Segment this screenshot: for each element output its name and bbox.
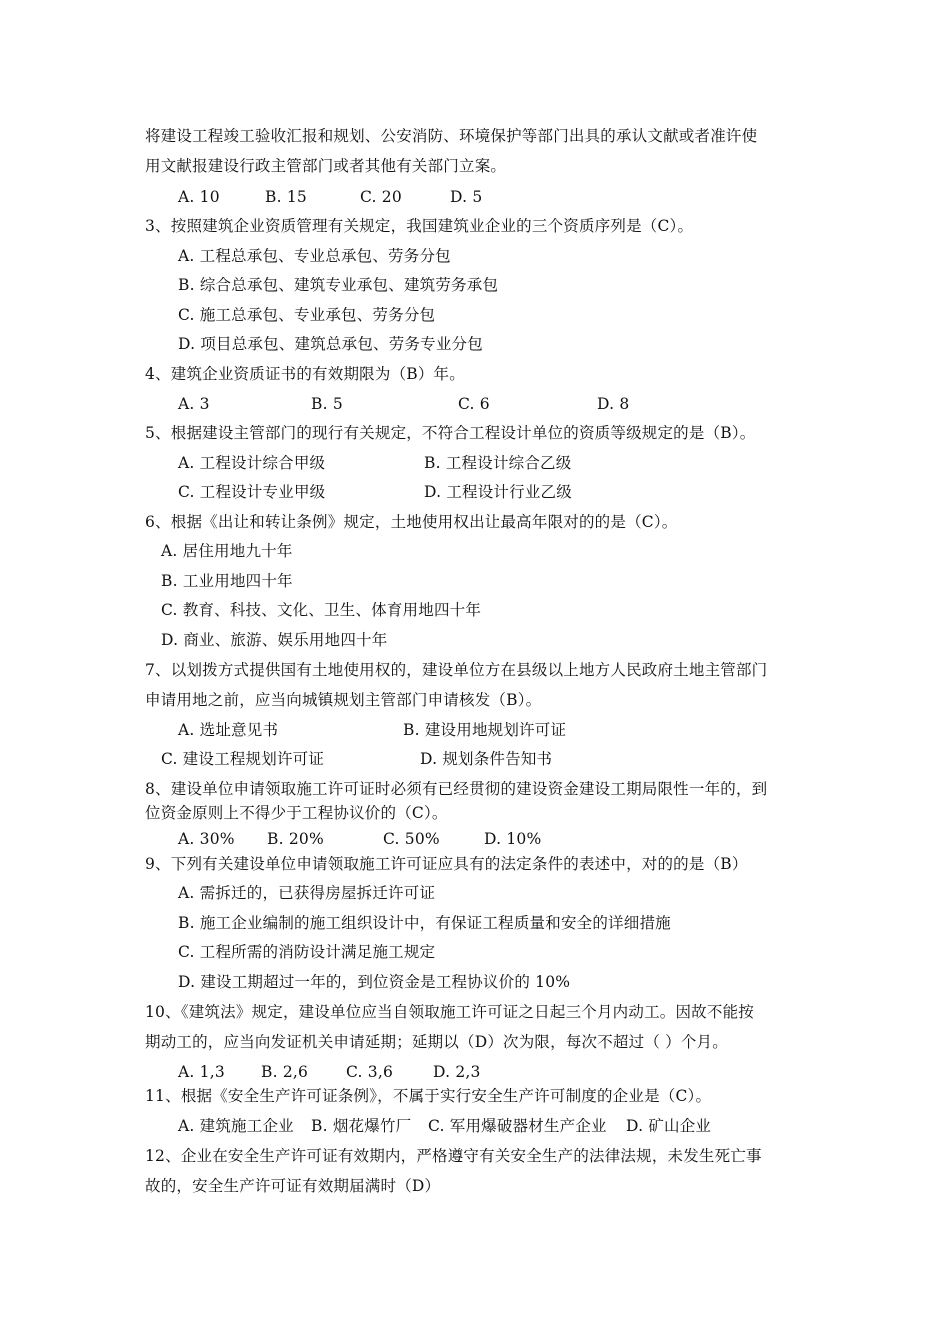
q8-option-a: A. 30%	[178, 830, 235, 848]
q8-option-c: C. 50%	[383, 830, 440, 848]
q5-stem: 5、根据建设主管部门的现行有关规定，不符合工程设计单位的资质等级规定的是（B）。	[145, 424, 756, 442]
q10-option-a: A. 1,3	[178, 1063, 225, 1081]
q3-option-c: C. 施工总承包、专业承包、劳务分包	[178, 306, 436, 324]
intro-line-2: 用文献报建设行政主管部门或者其他有关部门立案。	[145, 157, 507, 175]
intro-option-b: B. 15	[265, 188, 307, 206]
intro-option-d: D. 5	[450, 188, 483, 206]
q10-stem-line-1: 10、《建筑法》规定，建设单位应当自领取施工许可证之日起三个月内动工。因故不能按	[145, 1003, 754, 1021]
q5-option-a: A. 工程设计综合甲级	[178, 454, 326, 472]
q10-option-b: B. 2,6	[261, 1063, 309, 1081]
q4-option-c: C. 6	[458, 395, 490, 413]
q3-stem: 3、按照建筑企业资质管理有关规定，我国建筑业企业的三个资质序列是（C）。	[145, 217, 694, 235]
q7-option-d: D. 规划条件告知书	[420, 750, 553, 768]
q9-option-a: A. 需拆迁的，已获得房屋拆迁许可证	[178, 884, 436, 902]
q11-option-b: B. 烟花爆竹厂	[311, 1117, 412, 1135]
q10-option-c: C. 3,6	[346, 1063, 394, 1081]
q4-option-b: B. 5	[311, 395, 343, 413]
q11-option-c: C. 军用爆破器材生产企业	[428, 1117, 607, 1135]
intro-option-c: C. 20	[360, 188, 402, 206]
q8-stem-line-1: 8、建设单位申请领取施工许可证时必须有已经贯彻的建设资金建设工期局限性一年的，到	[145, 780, 768, 798]
q6-option-a: A. 居住用地九十年	[161, 542, 293, 560]
q7-option-b: B. 建设用地规划许可证	[403, 721, 567, 739]
q7-option-c: C. 建设工程规划许可证	[161, 750, 325, 768]
q9-stem: 9、下列有关建设单位申请领取施工许可证应具有的法定条件的表述中，对的的是（B）	[145, 855, 748, 873]
q8-option-d: D. 10%	[484, 830, 542, 848]
q5-option-b: B. 工程设计综合乙级	[424, 454, 572, 472]
q12-stem-line-1: 12、企业在安全生产许可证有效期内，严格遵守有关安全生产的法律法规，未发生死亡事	[145, 1147, 762, 1165]
q11-option-d: D. 矿山企业	[626, 1117, 712, 1135]
q11-stem: 11、根据《安全生产许可证条例》，不属于实行安全生产许可制度的企业是（C）。	[145, 1087, 712, 1105]
q3-option-b: B. 综合总承包、建筑专业承包、建筑劳务承包	[178, 276, 499, 294]
intro-option-a: A. 10	[178, 188, 220, 206]
q6-option-c: C. 教育、科技、文化、卫生、体育用地四十年	[161, 601, 482, 619]
q7-stem-line-2: 申请用地之前，应当向城镇规划主管部门申请核发（B）。	[145, 691, 542, 709]
q6-stem: 6、根据《出让和转让条例》规定，土地使用权出让最高年限对的的是（C）。	[145, 513, 678, 531]
q4-stem: 4、建筑企业资质证书的有效期限为（B）年。	[145, 365, 465, 383]
q10-stem-line-2: 期动工的，应当向发证机关申请延期；延期以（D）次为限，每次不超过（ ）个月。	[145, 1033, 728, 1051]
q12-stem-line-2: 故的，安全生产许可证有效期届满时（D）	[145, 1177, 441, 1195]
q10-option-d: D. 2,3	[433, 1063, 481, 1081]
q4-option-d: D. 8	[597, 395, 630, 413]
q5-option-d: D. 工程设计行业乙级	[424, 483, 572, 501]
intro-line-1: 将建设工程竣工验收汇报和规划、公安消防、环境保护等部门出具的承认文献或者准许使	[145, 127, 758, 145]
q4-option-a: A. 3	[178, 395, 210, 413]
q9-option-d: D. 建设工期超过一年的，到位资金是工程协议价的 10%	[178, 973, 571, 991]
q8-stem-line-2: 位资金原则上不得少于工程协议价的（C）。	[145, 804, 448, 822]
q9-option-b: B. 施工企业编制的施工组织设计中，有保证工程质量和安全的详细措施	[178, 914, 671, 932]
q6-option-b: B. 工业用地四十年	[161, 572, 293, 590]
q11-option-a: A. 建筑施工企业	[178, 1117, 294, 1135]
q6-option-d: D. 商业、旅游、娱乐用地四十年	[161, 631, 388, 649]
q5-option-c: C. 工程设计专业甲级	[178, 483, 326, 501]
q8-option-b: B. 20%	[267, 830, 324, 848]
q3-option-a: A. 工程总承包、专业总承包、劳务分包	[178, 247, 451, 265]
q9-option-c: C. 工程所需的消防设计满足施工规定	[178, 943, 436, 961]
q3-option-d: D. 项目总承包、建筑总承包、劳务专业分包	[178, 335, 483, 353]
q7-option-a: A. 选址意见书	[178, 721, 279, 739]
q7-stem-line-1: 7、以划拨方式提供国有土地使用权的，建设单位方在县级以上地方人民政府土地主管部门	[145, 661, 768, 679]
